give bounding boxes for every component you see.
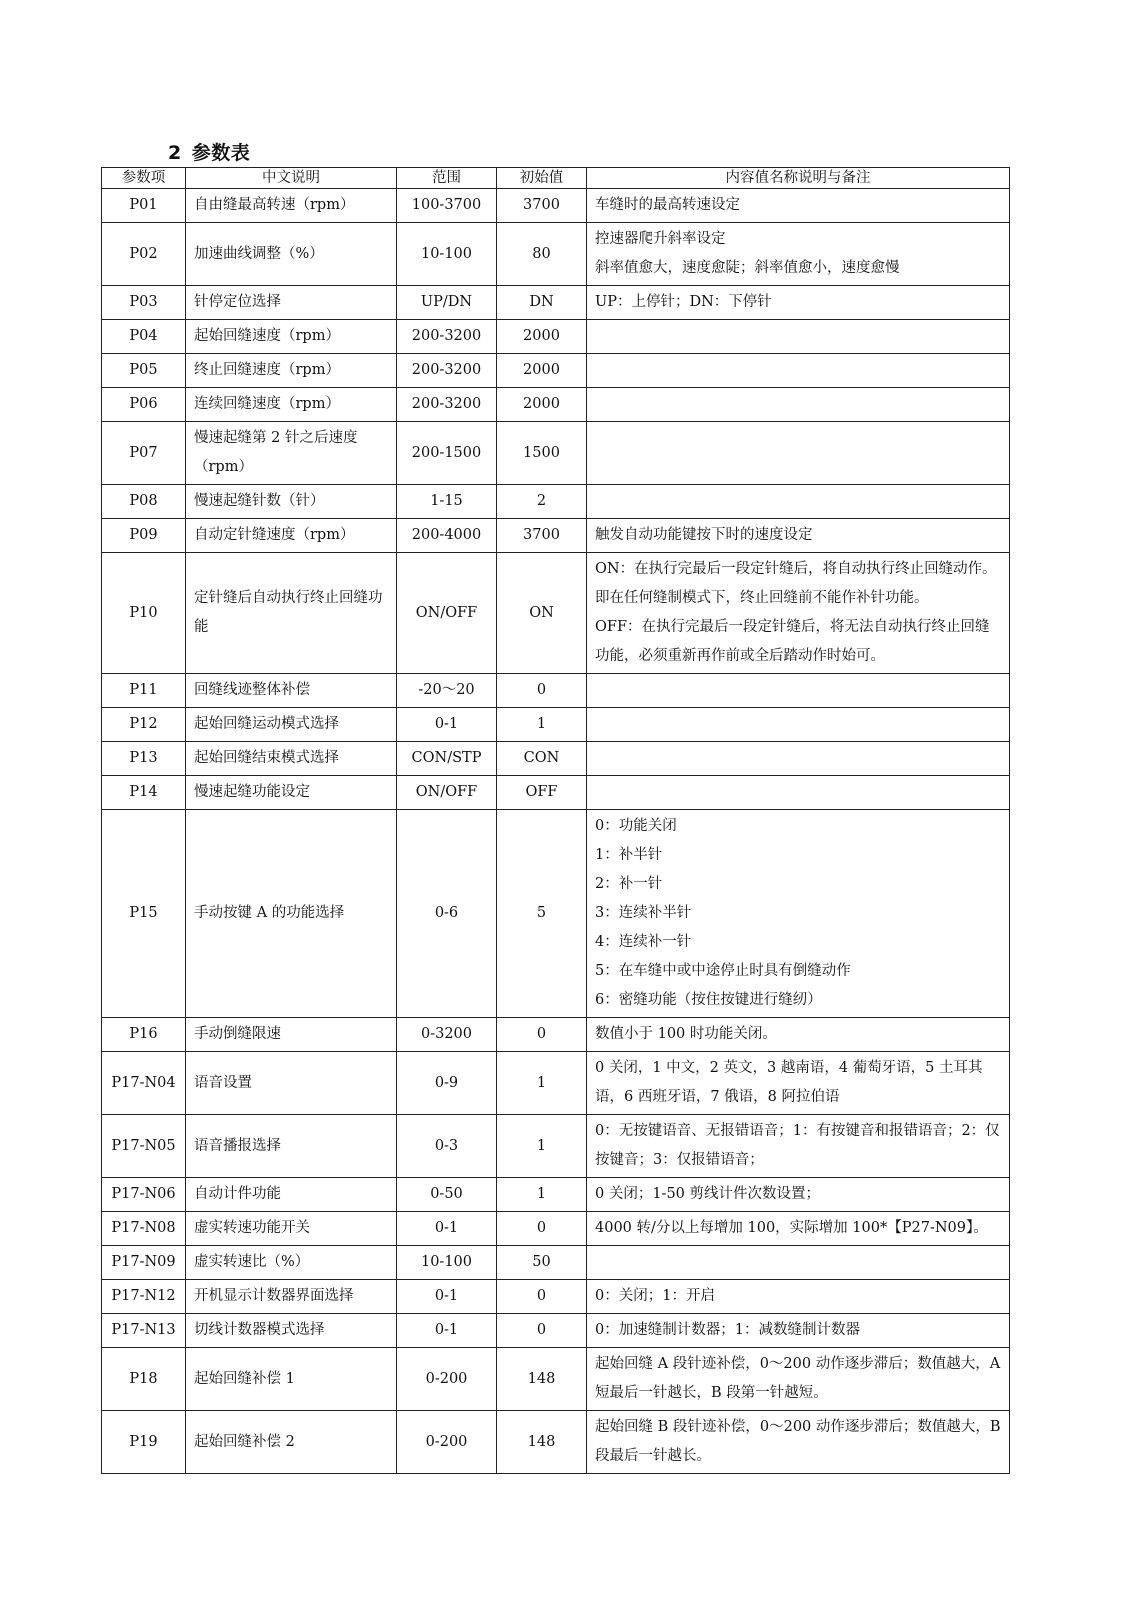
note-line: 起始回缝 B 段针迹补偿，0～200 动作逐步滞后；数值越大，B 段最后一针越长。	[595, 1419, 1001, 1464]
note-line: 0：加速缝制计数器；1：减数缝制计数器	[595, 1322, 860, 1338]
table-row	[102, 1018, 1010, 1052]
param-notes-cell	[587, 1178, 1010, 1212]
note-line: ON：在执行完最后一段定针缝后，将自动执行终止回缝动作。即在任何缝制模式下，终止回缝前不能作补针功能。	[595, 561, 997, 606]
param-notes-cell	[587, 189, 1010, 223]
param-id-cell: P18	[102, 1348, 186, 1411]
table-row	[102, 485, 1010, 519]
param-initial-value-cell: 148	[497, 1348, 587, 1411]
param-notes-cell	[587, 810, 1010, 1018]
param-description-cell: 加速曲线调整（%）	[186, 223, 397, 286]
param-id-cell: P01	[102, 189, 186, 223]
param-initial-value-cell: 2000	[497, 354, 587, 388]
note-line: 斜率值愈大，速度愈陡；斜率值愈小，速度愈慢	[595, 260, 900, 276]
param-initial-value-cell: 0	[497, 1018, 587, 1052]
param-range-cell: ON/OFF	[397, 553, 497, 674]
table-row	[102, 519, 1010, 553]
param-initial-value-cell: 1	[497, 1052, 587, 1115]
note-line: 4000 转/分以上每增加 100，实际增加 100*【P27-N09】。	[595, 1220, 988, 1236]
table-header-row	[102, 168, 1010, 189]
note-line: 5：在车缝中或中途停止时具有倒缝动作	[595, 963, 851, 979]
table-row	[102, 1178, 1010, 1212]
param-description-cell: 手动倒缝限速	[186, 1018, 397, 1052]
param-description-cell: 起始回缝补偿 1	[186, 1348, 397, 1411]
param-initial-value-cell: 3700	[497, 519, 587, 553]
table-row	[102, 1246, 1010, 1280]
param-id-cell: P17-N05	[102, 1115, 186, 1178]
param-range-cell: 0-1	[397, 1280, 497, 1314]
param-notes-cell	[587, 1348, 1010, 1411]
param-description-cell: 定针缝后自动执行终止回缝功能	[186, 553, 397, 674]
param-range-cell: -20～20	[397, 674, 497, 708]
table-row	[102, 354, 1010, 388]
param-initial-value-cell: 2000	[497, 320, 587, 354]
param-description-cell: 虚实转速功能开关	[186, 1212, 397, 1246]
param-initial-value-cell: 50	[497, 1246, 587, 1280]
param-id-cell: P17-N09	[102, 1246, 186, 1280]
param-notes-cell	[587, 1314, 1010, 1348]
param-initial-value-cell: 3700	[497, 189, 587, 223]
header-notes: 内容值名称说明与备注	[587, 168, 1010, 189]
param-range-cell: 1-15	[397, 485, 497, 519]
note-line: 数值小于 100 时功能关闭。	[595, 1026, 777, 1042]
param-description-cell: 终止回缝速度（rpm）	[186, 354, 397, 388]
header-range: 范围	[397, 168, 497, 189]
section-number: 2	[168, 142, 182, 164]
param-initial-value-cell: 2000	[497, 388, 587, 422]
param-id-cell: P08	[102, 485, 186, 519]
note-line: 0：无按键语音、无报错语音；1：有按键音和报错语音；2：仅按键音；3：仅报错语音；	[595, 1123, 1000, 1168]
table-row	[102, 1052, 1010, 1115]
param-range-cell: 0-200	[397, 1348, 497, 1411]
param-id-cell: P06	[102, 388, 186, 422]
table-row	[102, 742, 1010, 776]
param-id-cell: P17-N12	[102, 1280, 186, 1314]
table-row	[102, 708, 1010, 742]
param-description-cell: 语音设置	[186, 1052, 397, 1115]
param-id-cell: P09	[102, 519, 186, 553]
note-line: 0 关闭；1-50 剪线计件次数设置；	[595, 1186, 821, 1202]
param-range-cell: UP/DN	[397, 286, 497, 320]
param-id-cell: P19	[102, 1411, 186, 1474]
note-line: UP：上停针；DN：下停针	[595, 294, 772, 310]
param-notes-cell	[587, 1212, 1010, 1246]
section-heading	[168, 138, 250, 165]
param-notes-cell	[587, 388, 1010, 422]
param-initial-value-cell: 1	[497, 708, 587, 742]
note-line: 1：补半针	[595, 847, 663, 863]
param-id-cell: P10	[102, 553, 186, 674]
param-notes-cell	[587, 485, 1010, 519]
param-id-cell: P13	[102, 742, 186, 776]
param-notes-cell	[587, 320, 1010, 354]
note-line: OFF：在执行完最后一段定针缝后，将无法自动执行终止回缝功能，必须重新再作前或全后踏动作时始可。	[595, 619, 990, 664]
param-range-cell: 10-100	[397, 223, 497, 286]
parameter-table	[101, 167, 1010, 1474]
param-initial-value-cell: 0	[497, 674, 587, 708]
param-description-cell: 慢速起缝功能设定	[186, 776, 397, 810]
param-range-cell: 0-1	[397, 1314, 497, 1348]
param-description-cell: 起始回缝速度（rpm）	[186, 320, 397, 354]
param-range-cell: 100-3700	[397, 189, 497, 223]
table-row	[102, 1348, 1010, 1411]
param-range-cell: 0-1	[397, 708, 497, 742]
param-id-cell: P11	[102, 674, 186, 708]
note-line: 4：连续补一针	[595, 934, 692, 950]
table-row	[102, 1115, 1010, 1178]
note-line: 控速器爬升斜率设定	[595, 231, 726, 247]
param-notes-cell	[587, 674, 1010, 708]
param-initial-value-cell: 148	[497, 1411, 587, 1474]
param-notes-cell	[587, 1115, 1010, 1178]
param-description-cell: 自动定针缝速度（rpm）	[186, 519, 397, 553]
param-initial-value-cell: 2	[497, 485, 587, 519]
param-notes-cell	[587, 354, 1010, 388]
param-range-cell: 0-1	[397, 1212, 497, 1246]
param-range-cell: 0-50	[397, 1178, 497, 1212]
param-id-cell: P04	[102, 320, 186, 354]
param-notes-cell	[587, 286, 1010, 320]
param-initial-value-cell: OFF	[497, 776, 587, 810]
param-initial-value-cell: 0	[497, 1212, 587, 1246]
table-row	[102, 320, 1010, 354]
header-initial-value: 初始值	[497, 168, 587, 189]
param-notes-cell	[587, 1280, 1010, 1314]
table-row	[102, 286, 1010, 320]
param-notes-cell	[587, 223, 1010, 286]
param-description-cell: 手动按键 A 的功能选择	[186, 810, 397, 1018]
note-line: 0：关闭；1：开启	[595, 1288, 715, 1304]
param-description-cell: 开机显示计数器界面选择	[186, 1280, 397, 1314]
param-initial-value-cell: 1	[497, 1115, 587, 1178]
header-description: 中文说明	[186, 168, 397, 189]
param-id-cell: P03	[102, 286, 186, 320]
param-id-cell: P15	[102, 810, 186, 1018]
param-description-cell: 起始回缝结束模式选择	[186, 742, 397, 776]
table-row	[102, 674, 1010, 708]
note-line: 车缝时的最高转速设定	[595, 197, 740, 213]
header-param-id: 参数项	[102, 168, 186, 189]
param-initial-value-cell: ON	[497, 553, 587, 674]
table-row	[102, 553, 1010, 674]
param-description-cell: 慢速起缝第 2 针之后速度（rpm）	[186, 422, 397, 485]
param-initial-value-cell: 5	[497, 810, 587, 1018]
table-row	[102, 1411, 1010, 1474]
table-row	[102, 189, 1010, 223]
param-description-cell: 虚实转速比（%）	[186, 1246, 397, 1280]
param-id-cell: P12	[102, 708, 186, 742]
param-description-cell: 自由缝最高转速（rpm）	[186, 189, 397, 223]
param-id-cell: P05	[102, 354, 186, 388]
table-row	[102, 223, 1010, 286]
param-description-cell: 切线计数器模式选择	[186, 1314, 397, 1348]
param-description-cell: 自动计件功能	[186, 1178, 397, 1212]
param-id-cell: P17-N04	[102, 1052, 186, 1115]
table-row	[102, 776, 1010, 810]
param-notes-cell	[587, 1411, 1010, 1474]
param-notes-cell	[587, 1052, 1010, 1115]
param-range-cell: 0-3200	[397, 1018, 497, 1052]
table-row	[102, 1212, 1010, 1246]
section-title: 参数表	[191, 142, 251, 164]
param-initial-value-cell: DN	[497, 286, 587, 320]
param-id-cell: P17-N13	[102, 1314, 186, 1348]
param-notes-cell	[587, 1018, 1010, 1052]
note-line: 2：补一针	[595, 876, 663, 892]
param-notes-cell	[587, 776, 1010, 810]
param-id-cell: P17-N08	[102, 1212, 186, 1246]
param-notes-cell	[587, 519, 1010, 553]
param-range-cell: CON/STP	[397, 742, 497, 776]
note-line: 0：功能关闭	[595, 818, 677, 834]
param-description-cell: 起始回缝运动模式选择	[186, 708, 397, 742]
note-line: 起始回缝 A 段针迹补偿，0～200 动作逐步滞后；数值越大，A 短最后一针越长，B 段第一针越短。	[595, 1356, 1001, 1401]
note-line: 3：连续补半针	[595, 905, 692, 921]
param-initial-value-cell: 1	[497, 1178, 587, 1212]
param-range-cell: 0-200	[397, 1411, 497, 1474]
param-range-cell: 200-1500	[397, 422, 497, 485]
param-notes-cell	[587, 553, 1010, 674]
param-range-cell: 0-3	[397, 1115, 497, 1178]
note-line: 触发自动功能键按下时的速度设定	[595, 527, 813, 543]
param-description-cell: 慢速起缝针数（针）	[186, 485, 397, 519]
param-notes-cell	[587, 708, 1010, 742]
param-range-cell: 10-100	[397, 1246, 497, 1280]
param-range-cell: 0-6	[397, 810, 497, 1018]
table-row	[102, 810, 1010, 1018]
param-initial-value-cell: 80	[497, 223, 587, 286]
note-line: 6：密缝功能（按住按键进行缝纫）	[595, 992, 822, 1008]
param-notes-cell	[587, 742, 1010, 776]
param-range-cell: 200-3200	[397, 388, 497, 422]
param-id-cell: P14	[102, 776, 186, 810]
param-description-cell: 语音播报选择	[186, 1115, 397, 1178]
param-range-cell: ON/OFF	[397, 776, 497, 810]
param-notes-cell	[587, 1246, 1010, 1280]
param-range-cell: 200-3200	[397, 354, 497, 388]
param-id-cell: P07	[102, 422, 186, 485]
param-description-cell: 连续回缝速度（rpm）	[186, 388, 397, 422]
param-initial-value-cell: CON	[497, 742, 587, 776]
param-description-cell: 回缝线迹整体补偿	[186, 674, 397, 708]
param-notes-cell	[587, 422, 1010, 485]
param-description-cell: 起始回缝补偿 2	[186, 1411, 397, 1474]
param-initial-value-cell: 0	[497, 1314, 587, 1348]
param-range-cell: 200-4000	[397, 519, 497, 553]
table-row	[102, 388, 1010, 422]
table-row	[102, 1314, 1010, 1348]
param-range-cell: 0-9	[397, 1052, 497, 1115]
param-id-cell: P17-N06	[102, 1178, 186, 1212]
table-body	[102, 189, 1010, 1474]
param-initial-value-cell: 1500	[497, 422, 587, 485]
table-row	[102, 422, 1010, 485]
table-row	[102, 1280, 1010, 1314]
param-id-cell: P16	[102, 1018, 186, 1052]
param-range-cell: 200-3200	[397, 320, 497, 354]
param-id-cell: P02	[102, 223, 186, 286]
note-line: 0 关闭，1 中文，2 英文，3 越南语，4 葡萄牙语，5 土耳其语，6 西班牙语，7 俄语，8 阿拉伯语	[595, 1060, 983, 1105]
param-description-cell: 针停定位选择	[186, 286, 397, 320]
param-initial-value-cell: 0	[497, 1280, 587, 1314]
